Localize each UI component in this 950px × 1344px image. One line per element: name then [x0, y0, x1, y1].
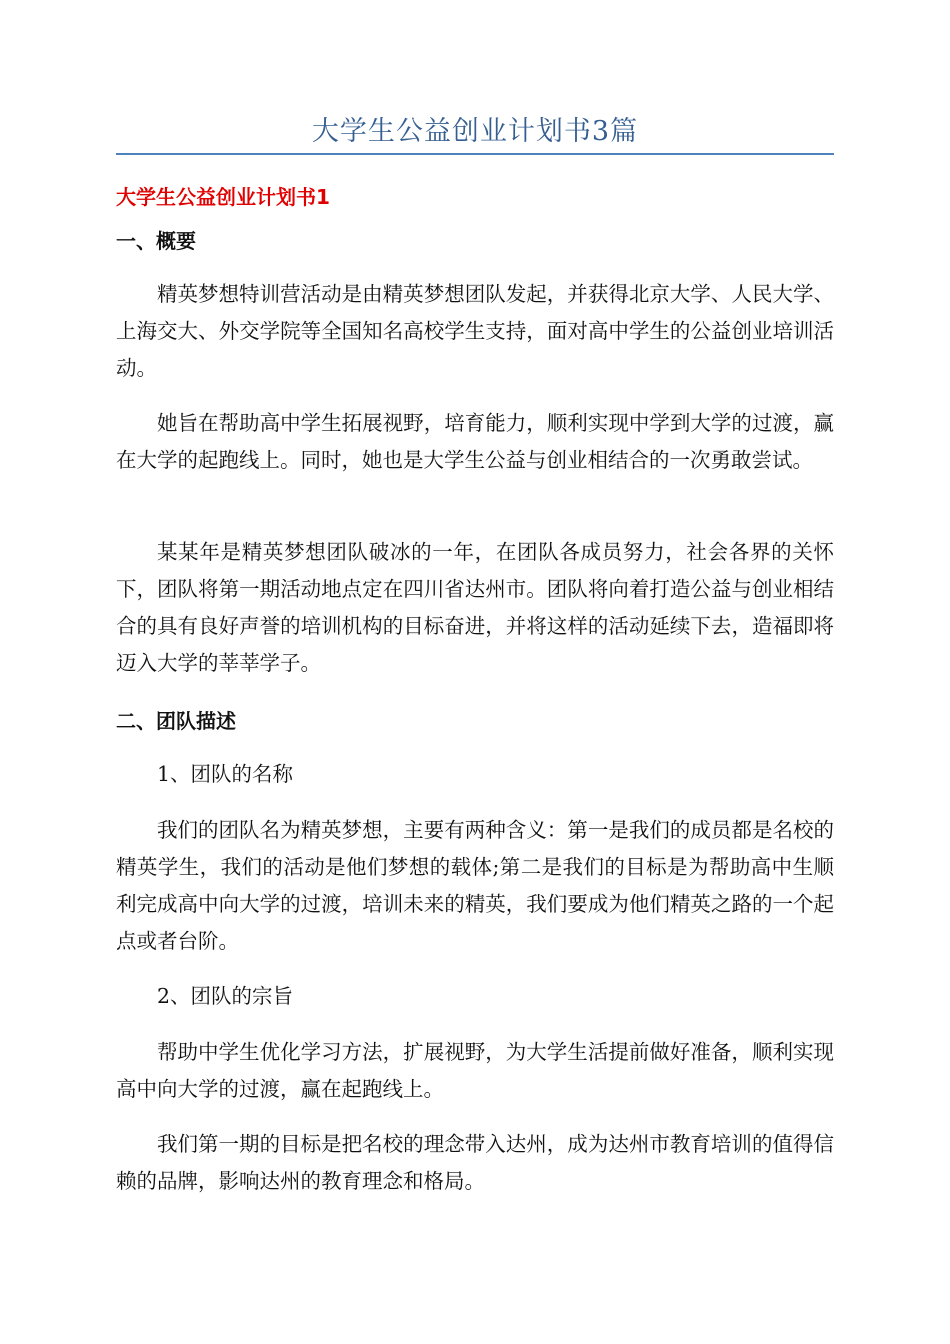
- paragraph-overview-3: 某某年是精英梦想团队破冰的一年，在团队各成员努力，社会各界的关怀下，团队将第一期活动地点定在四川省达州市。团队将向着打造公益与创业相结合的具有良好声誉的培训机构的目标奋进，并将这样的活动延续下去，造福即将迈入大学的莘莘学子。: [116, 540, 834, 675]
- heading-team-description: 二、团队描述: [116, 709, 236, 733]
- paragraph-team-name: 我们的团队名为精英梦想，主要有两种含义：第一是我们的成员都是名校的精英学生，我们的活动是他们梦想的载体;第二是我们的目标是为帮助高中生顺利完成高中向大学的过渡，培训未来的精英，我们要成为他们精英之路的一个起点或者台阶。: [116, 818, 834, 953]
- heading-overview: 一、概要: [116, 229, 196, 253]
- paragraph-team-purpose: 帮助中学生优化学习方法，扩展视野，为大学生活提前做好准备，顺利实现高中向大学的过渡，赢在起跑线上。: [116, 1040, 834, 1101]
- paragraph-overview-2: 她旨在帮助高中学生拓展视野，培育能力，顺利实现中学到大学的过渡，赢在大学的起跑线上。同时，她也是大学生公益与创业相结合的一次勇敢尝试。: [116, 411, 834, 472]
- subheading-team-purpose: 2、团队的宗旨: [157, 984, 294, 1008]
- subheading-team-name: 1、团队的名称: [157, 762, 294, 786]
- title-underline: [116, 153, 834, 155]
- paragraph-first-goal: 我们第一期的目标是把名校的理念带入达州，成为达州市教育培训的值得信赖的品牌，影响达州的教育理念和格局。: [116, 1132, 834, 1193]
- paragraph-overview-1: 精英梦想特训营活动是由精英梦想团队发起，并获得北京大学、人民大学、上海交大、外交学院等全国知名高校学生支持，面对高中学生的公益创业培训活动。: [116, 282, 834, 380]
- section-title: 大学生公益创业计划书1: [116, 185, 330, 209]
- document-title: 大学生公益创业计划书3篇: [311, 116, 639, 147]
